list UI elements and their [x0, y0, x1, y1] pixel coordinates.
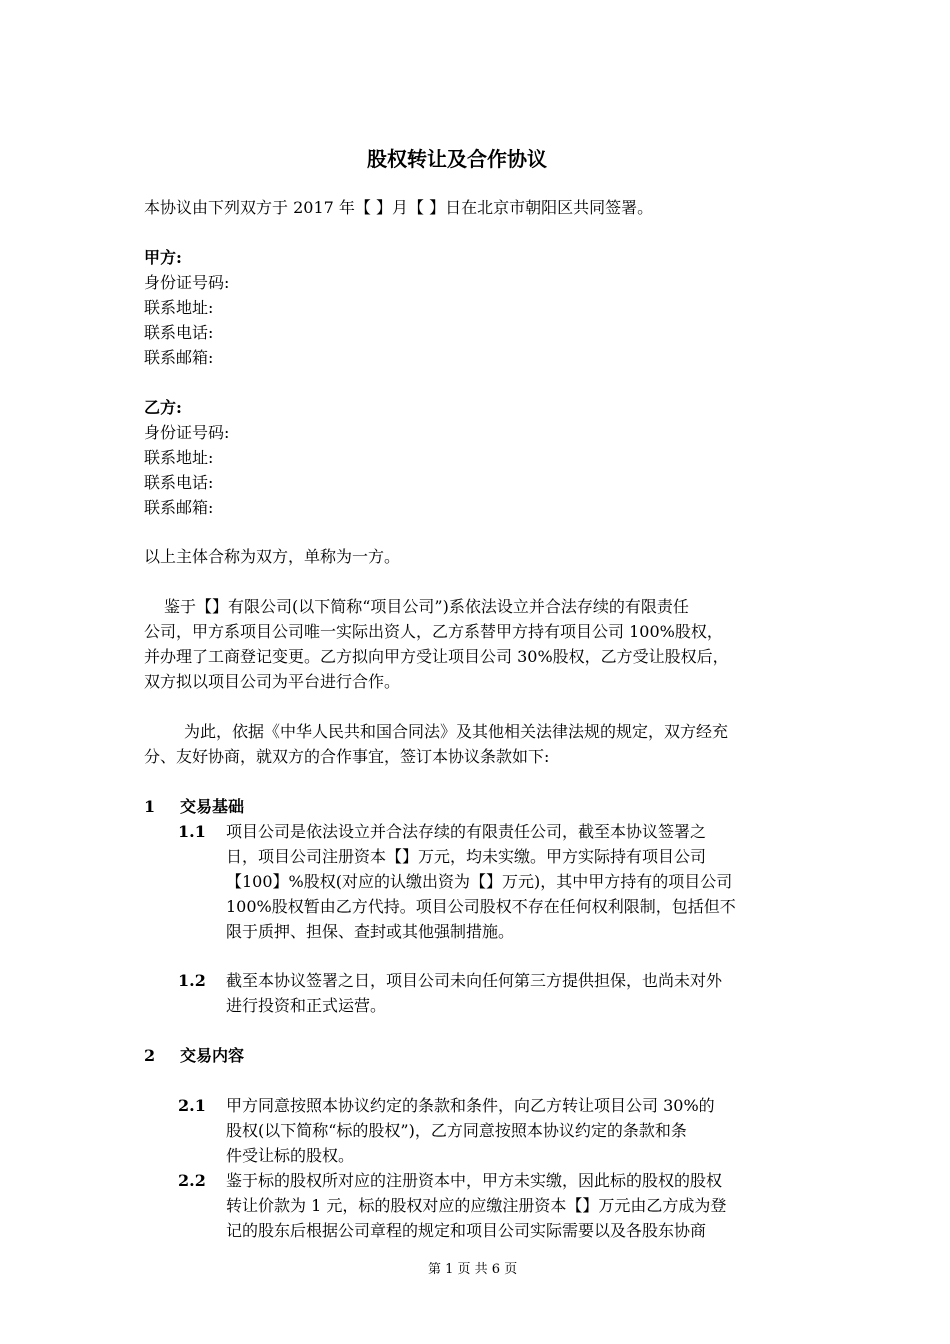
party-b-heading: 乙方: — [144, 398, 182, 417]
section-heading: 交易基础 — [180, 797, 245, 816]
recital-1-line: 并办理了工商登记变更。乙方拟向甲方受让项目公司 30%股权，乙方受让股权后， — [144, 647, 729, 666]
section-number: 2 — [144, 1046, 156, 1065]
clause-number: 2.1 — [178, 1096, 206, 1115]
party-a-phone-label: 联系电话: — [144, 323, 214, 342]
clause-line: 100%股权暂由乙方代持。项目公司股权不存在任何权利限制，包括但不 — [226, 897, 736, 916]
party-b-phone-label: 联系电话: — [144, 473, 214, 492]
party-b-email-label: 联系邮箱: — [144, 498, 214, 517]
recital-2-line: 分、友好协商，就双方的合作事宜，签订本协议条款如下: — [144, 747, 550, 766]
party-a-email-label: 联系邮箱: — [144, 348, 214, 367]
clause-line: 限于质押、担保、查封或其他强制措施。 — [226, 922, 515, 941]
clause-line: 进行投资和正式运营。 — [226, 996, 387, 1015]
clause-line: 记的股东后根据公司章程的规定和项目公司实际需要以及各股东协商 — [226, 1221, 707, 1240]
summary-paragraph: 以上主体合称为双方，单称为一方。 — [144, 547, 401, 566]
clause-line: 甲方同意按照本协议约定的条款和条件，向乙方转让项目公司 30%的 — [226, 1096, 715, 1115]
clause-number: 2.2 — [178, 1171, 206, 1190]
page-footer: 第 1 页 共 6 页 — [428, 1262, 518, 1277]
recital-1-line: 双方拟以项目公司为平台进行合作。 — [144, 672, 401, 691]
party-b-id-label: 身份证号码: — [144, 423, 230, 442]
party-b-address-label: 联系地址: — [144, 448, 214, 467]
recital-1-line: 公司，甲方系项目公司唯一实际出资人，乙方系替甲方持有项目公司 100%股权， — [144, 622, 723, 641]
party-a-heading: 甲方: — [144, 248, 182, 267]
clause-line: 日，项目公司注册资本【】万元，均未实缴。甲方实际持有项目公司 — [226, 847, 707, 866]
clause-line: 项目公司是依法设立并合法存续的有限责任公司，截至本协议签署之 — [226, 822, 707, 841]
clause-number: 1.2 — [178, 971, 206, 990]
clause-line: 件受让标的股权。 — [226, 1146, 355, 1165]
intro-paragraph: 本协议由下列双方于 2017 年【 】月【 】日在北京市朝阳区共同签署。 — [144, 198, 654, 217]
document-title: 股权转让及合作协议 — [367, 147, 547, 171]
clause-line: 鉴于标的股权所对应的注册资本中，甲方未实缴，因此标的股权的股权 — [226, 1171, 723, 1190]
party-a-address-label: 联系地址: — [144, 298, 214, 317]
recital-1-line: 鉴于【】有限公司(以下简称“项目公司”)系依法设立并合法存续的有限责任 — [164, 597, 689, 616]
recital-2-line: 为此，依据《中华人民共和国合同法》及其他相关法律法规的规定，双方经充 — [184, 722, 729, 741]
clause-number: 1.1 — [178, 822, 206, 841]
clause-line: 转让价款为 1 元，标的股权对应的应缴注册资本【】万元由乙方成为登 — [226, 1196, 727, 1215]
clause-line: 股权(以下简称“标的股权”)，乙方同意按照本协议约定的条款和条 — [226, 1121, 687, 1140]
section-heading: 交易内容 — [180, 1046, 245, 1065]
clause-line: 截至本协议签署之日，项目公司未向任何第三方提供担保，也尚未对外 — [226, 971, 723, 990]
party-a-id-label: 身份证号码: — [144, 273, 230, 292]
clause-line: 【100】%股权(对应的认缴出资为【】万元)，其中甲方持有的项目公司 — [226, 872, 733, 891]
section-number: 1 — [144, 797, 156, 816]
